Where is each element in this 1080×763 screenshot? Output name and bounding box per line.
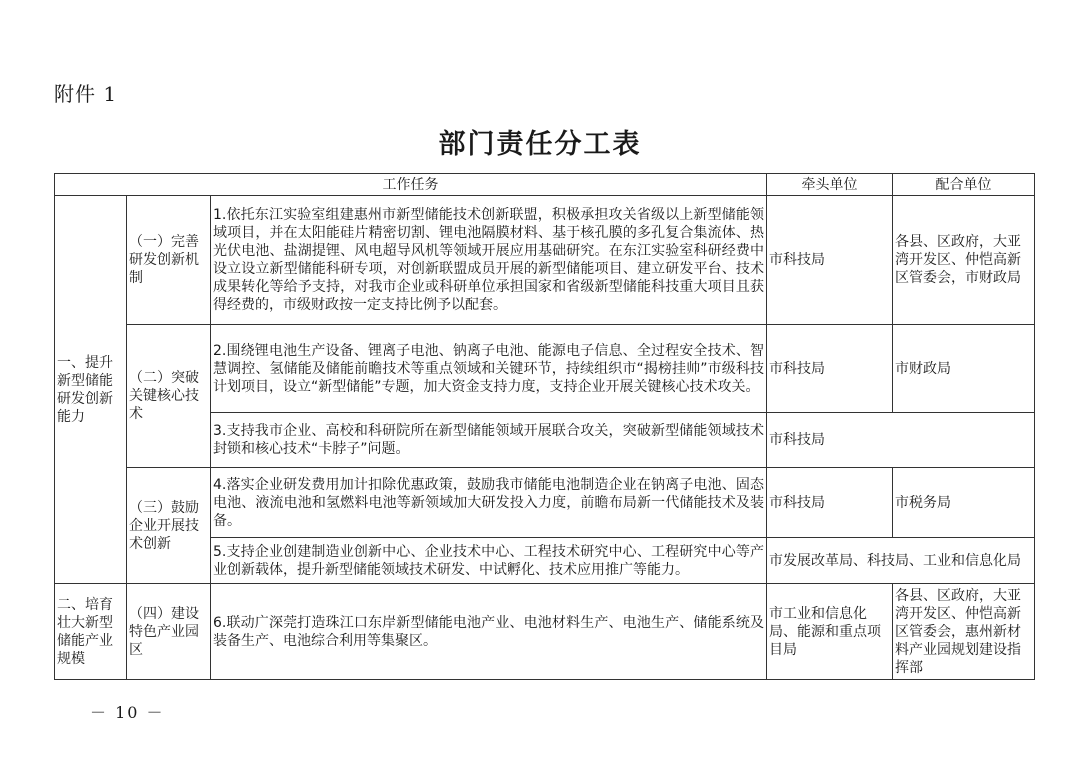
table-row xyxy=(55,584,1035,680)
area-cell: 一、提升新型储能研发创新能力 xyxy=(55,196,127,584)
page-number: － 10 － xyxy=(90,703,165,722)
coop-unit-cell: 各县、区政府，大亚湾开发区、仲恺高新区管委会，市财政局 xyxy=(893,196,1035,325)
subtask-cell: （三）鼓励企业开展技术创新 xyxy=(127,468,211,584)
header-task: 工作任务 xyxy=(55,174,767,196)
table-row xyxy=(55,468,1035,538)
lead-unit-cell: 市科技局 xyxy=(767,413,1035,468)
lead-unit-cell: 市科技局 xyxy=(767,468,893,538)
coop-unit-cell: 各县、区政府，大亚湾开发区、仲恺高新区管委会，惠州新材料产业园规划建设指挥部 xyxy=(893,584,1035,680)
page-title: 部门责任分工表 xyxy=(438,129,642,160)
subtask-cell: （四）建设特色产业园区 xyxy=(127,584,211,680)
area-cell: 二、培育壮大新型储能产业规模 xyxy=(55,584,127,680)
lead-unit-cell: 市科技局 xyxy=(767,325,893,413)
lead-unit-cell: 市科技局 xyxy=(767,196,893,325)
responsibility-table xyxy=(54,173,1035,680)
task-cell: 1.依托东江实验室组建惠州市新型储能技术创新联盟，积极承担攻关省级以上新型储能领域项目，并在太阳能硅片精密切割、锂电池隔膜材料、基于核孔膜的多孔复合集流体、热光伏电池、盐湖提锂、风电超导风机等领域开展应用基础研究。在东江实验室科研经费中设立设立新型储能科研专项，对创新联盟成员开展的新型储能项目、建立研发平台、技术成果转化等给予支持，对我市企业或科研单位承担国家和省级新型储能科技重大项目且获得经费的，市级财政按一定支持比例予以配套。 xyxy=(211,196,767,325)
lead-unit-cell: 市发展改革局、科技局、工业和信息化局 xyxy=(767,538,1035,584)
table-row xyxy=(55,196,1035,325)
coop-unit-cell: 市财政局 xyxy=(893,325,1035,413)
task-cell: 3.支持我市企业、高校和科研院所在新型储能领域开展联合攻关，突破新型储能领域技术封锁和核心技术“卡脖子”问题。 xyxy=(211,413,767,468)
lead-unit-cell: 市工业和信息化局、能源和重点项目局 xyxy=(767,584,893,680)
table-row xyxy=(55,325,1035,413)
header-lead: 牵头单位 xyxy=(767,174,893,196)
annex-label: 附件 1 xyxy=(54,82,118,106)
task-cell: 4.落实企业研发费用加计扣除优惠政策，鼓励我市储能电池制造企业在钠离子电池、固态电池、液流电池和氢燃料电池等新领域加大研发投入力度，前瞻布局新一代储能技术及装备。 xyxy=(211,468,767,538)
header-coop: 配合单位 xyxy=(893,174,1035,196)
task-cell: 5.支持企业创建制造业创新中心、企业技术中心、工程技术研究中心、工程研究中心等产业创新载体，提升新型储能领域技术研发、中试孵化、技术应用推广等能力。 xyxy=(211,538,767,584)
subtask-cell: （一）完善研发创新机制 xyxy=(127,196,211,325)
task-cell: 2.围绕锂电池生产设备、锂离子电池、钠离子电池、能源电子信息、全过程安全技术、智慧调控、氢储能及储能前瞻技术等重点领域和关键环节，持续组织市“揭榜挂帅”市级科技计划项目，设立“新型储能”专题，加大资金支持力度，支持企业开展关键核心技术攻关。 xyxy=(211,325,767,413)
subtask-cell: （二）突破关键核心技术 xyxy=(127,325,211,468)
coop-unit-cell: 市税务局 xyxy=(893,468,1035,538)
task-cell: 6.联动广深莞打造珠江口东岸新型储能电池产业、电池材料生产、电池生产、储能系统及装备生产、电池综合利用等集聚区。 xyxy=(211,584,767,680)
table-header-row xyxy=(55,174,1035,196)
